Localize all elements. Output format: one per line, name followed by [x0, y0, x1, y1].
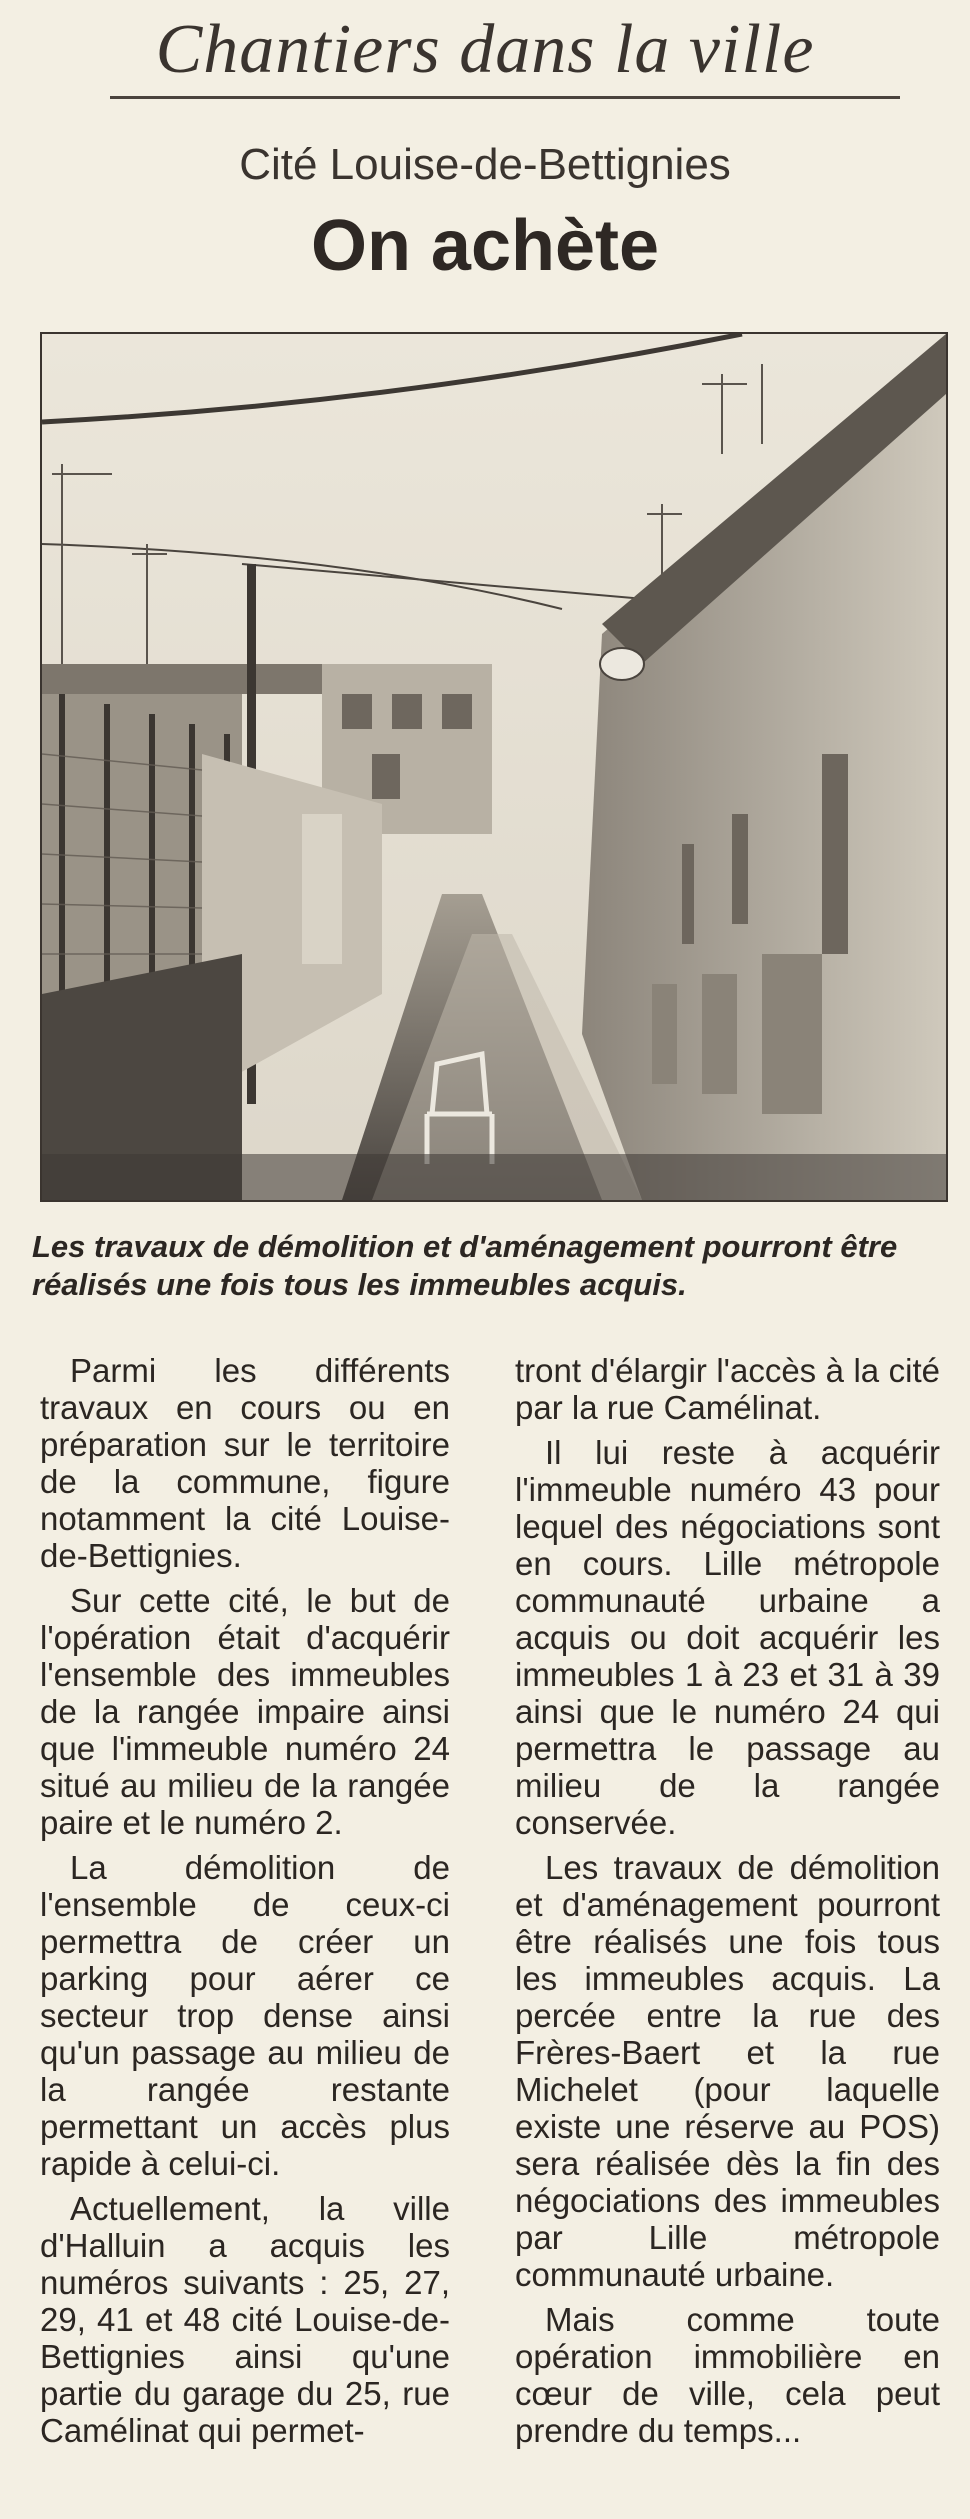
section-kicker: Chantiers dans la ville	[155, 11, 815, 88]
article-paragraph: Actuellement, la ville d'Halluin a acquis les numéros suivants : 25, 27, 29, 41 et 48 cité Louise-de-Bettignies ainsi qu'une partie du garage du 25, rue Camélinat qui permet-	[40, 2190, 450, 2449]
article-column-right	[515, 1352, 940, 2457]
article-photo	[40, 332, 948, 1202]
article-headline: On achète	[310, 206, 660, 286]
article-paragraph: Parmi les différents travaux en cours ou en préparation sur le territoire de la commune, figure notamment la cité Louise-de-Bettignies.	[40, 1352, 450, 1574]
article-subtitle: Cité Louise-de-Bettignies	[239, 140, 731, 189]
article-paragraph: Mais comme toute opération immobilière en cœur de ville, cela peut prendre du temps...	[515, 2301, 940, 2449]
article-paragraph: Il lui reste à acquérir l'immeuble numéro 43 pour lequel des négociations sont en cours. Lille métropole communauté urbaine a acquis ou doit acquérir les immeubles 1 à 23 et 31 à 39 ainsi que le numéro 24 qui permettra le passage au milieu de la rangée conservée.	[515, 1434, 940, 1841]
article-column-left	[40, 1352, 450, 2457]
article-paragraph: La démolition de l'ensemble de ceux-ci permettra de créer un parking pour aérer ce secteur trop dense ainsi qu'un passage au milieu de la rangée restante permettant un accès plus rapide à celui-ci.	[40, 1849, 450, 2182]
photo-caption: Les travaux de démolition et d'aménagement pourront être réalisés une fois tous les immeubles acquis.	[32, 1229, 898, 1302]
article-paragraph: Sur cette cité, le but de l'opération était d'acquérir l'ensemble des immeubles de la rangée impaire ainsi que l'immeuble numéro 24 situé au milieu de la rangée paire et le numéro 2.	[40, 1582, 450, 1841]
article-paragraph: Les travaux de démolition et d'aménagement pourront être réalisés une fois tous les immeubles acquis. La percée entre la rue des Frères-Baert et la rue Michelet (pour laquelle existe une réserve au POS) sera réalisée dès la fin des négociations des immeubles par Lille métropole communauté urbaine.	[515, 1849, 940, 2293]
article-paragraph-continuation: tront d'élargir l'accès à la cité par la rue Camélinat.	[515, 1352, 940, 1426]
kicker-divider	[110, 96, 900, 99]
